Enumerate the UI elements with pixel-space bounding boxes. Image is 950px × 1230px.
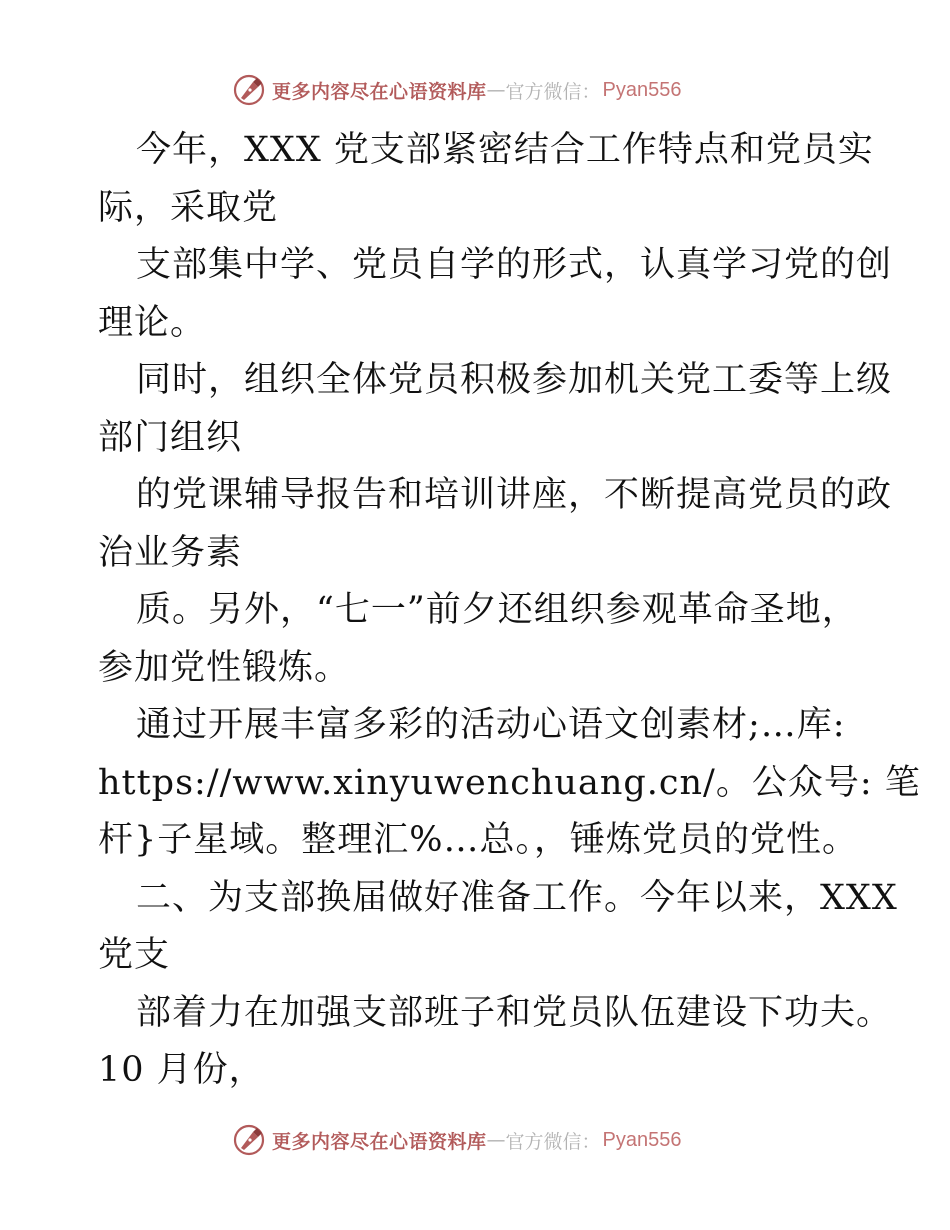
body-line: 部着力在加强支部班子和党员队伍建设下功夫。 <box>136 992 893 1033</box>
body-line: 部门组织 <box>98 417 243 458</box>
body-line: 党支 <box>98 935 171 975</box>
banner-dash: — <box>486 79 506 101</box>
body-line: 杆}子星域。整理汇%…总。，锤炼党员的党性。 <box>98 820 859 860</box>
body-line: 理论。 <box>98 302 207 343</box>
body-line: 10 月份， <box>98 1050 265 1090</box>
body-line: https://www.xinyuwenchuang.cn/。公众号: 笔 <box>98 762 921 803</box>
body-line: 的党课辅导报告和培训讲座，不断提高党员的政 <box>136 475 893 515</box>
body-line: 参加党性锻炼。 <box>98 647 351 688</box>
body-line: 今年，XXX 党支部紧密结合工作特点和党员实 <box>136 130 874 170</box>
pen-nib-logo-icon <box>232 73 266 107</box>
banner-official-label: 官方微信： <box>505 1130 601 1153</box>
pen-nib-logo-icon <box>232 1123 266 1157</box>
banner-official-label: 官方微信： <box>505 80 601 103</box>
banner-wechat-id: Pyan556 <box>602 1128 682 1151</box>
banner-main-text: 更多内容尽在心语资料库 <box>272 1130 487 1153</box>
footer-watermark-banner <box>232 1120 752 1160</box>
body-line: 支部集中学、党员自学的形式，认真学习党的创 <box>136 245 893 285</box>
body-line: 同时，组织全体党员积极参加机关党工委等上级 <box>136 360 893 400</box>
document-body <box>98 122 921 1100</box>
banner-main-text: 更多内容尽在心语资料库 <box>272 80 487 103</box>
banner-dash: — <box>486 1129 506 1151</box>
body-line: 治业务素 <box>98 532 243 573</box>
body-line: 质。另外，“七一”前夕还组织参观革命圣地， <box>136 590 858 630</box>
banner-wechat-id: Pyan556 <box>602 78 682 101</box>
header-watermark-banner <box>232 70 752 110</box>
body-line: 二、为支部换届做好准备工作。今年以来，XXX <box>136 877 898 918</box>
body-line: 际，采取党 <box>98 187 279 228</box>
body-line: 通过开展丰富多彩的活动心语文创素材;…库: <box>136 705 846 745</box>
